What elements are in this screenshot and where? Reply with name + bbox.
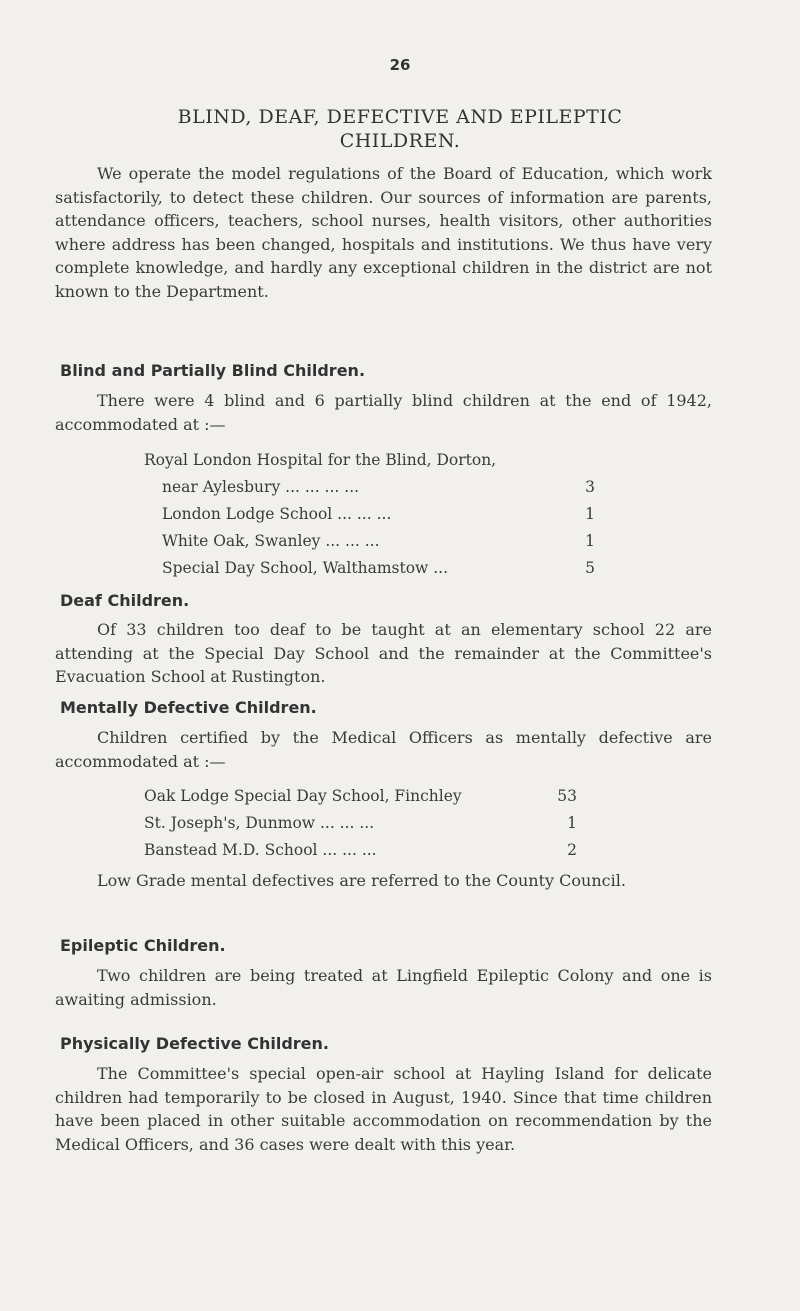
institution-count: 2 [567, 841, 577, 859]
institution-name: Oak Lodge Special Day School, Finchley [144, 787, 462, 805]
blind-heading: Blind and Partially Blind Children. [60, 361, 366, 380]
institution-count: 53 [557, 787, 577, 805]
institution-count: 3 [585, 478, 595, 496]
mental-note-paragraph [55, 869, 712, 893]
institution-count: 1 [585, 532, 595, 550]
deaf-text: Of 33 children too deaf to be taught at an elementary school 22 are attending at the Special Day School and the remainder at the Committee's Evacuation School at Rustington. [55, 620, 712, 686]
epileptic-text: Two children are being treated at Lingfield Epileptic Colony and one is awaiting admission. [55, 966, 712, 1009]
institution-name: Special Day School, Walthamstow ... [162, 559, 449, 577]
institution-name: Royal London Hospital for the Blind, Dorton, [144, 451, 497, 469]
epileptic-paragraph [55, 964, 712, 1011]
physical-heading: Physically Defective Children. [60, 1034, 329, 1053]
institution-name: London Lodge School ... ... ... [162, 505, 392, 523]
institution-name: St. Joseph's, Dunmow ... ... ... [144, 814, 375, 832]
mental-heading: Mentally Defective Children. [60, 698, 317, 717]
intro-paragraph [55, 162, 712, 303]
physical-text: The Committee's special open-air school at Hayling Island for delicate children had temporarily to be closed in August, 1940. Since that time children have been placed in other suitable accommodation on recommendation by the Medical Officers, and 36 cases were dealt with this year. [55, 1064, 712, 1154]
mental-text: Children certified by the Medical Officers as mentally defective are accommodated at :— [55, 728, 712, 771]
institution-name: Banstead M.D. School ... ... ... [144, 841, 377, 859]
deaf-paragraph [55, 618, 712, 689]
institution-name: White Oak, Swanley ... ... ... [162, 532, 380, 550]
institution-count: 5 [585, 559, 595, 577]
institution-count: 1 [567, 814, 577, 832]
mental-paragraph [55, 726, 712, 773]
deaf-heading: Deaf Children. [60, 591, 190, 610]
epileptic-heading: Epileptic Children. [60, 936, 226, 955]
blind-text: There were 4 blind and 6 partially blind children at the end of 1942, accommodated at :— [55, 391, 712, 434]
physical-paragraph [55, 1062, 712, 1156]
intro-text: We operate the model regulations of the Board of Education, which work satisfactorily, to detect these children. Our sources of information are parents, attendance officers, teachers, school nurses, health visitors, other authorities where address has been changed, hospitals and institutions. We thus have very complete knowledge, and hardly any exceptional children in the district are not known to the Department. [55, 164, 712, 301]
mental-note: Low Grade mental defectives are referred to the County Council. [97, 871, 626, 890]
title-line-2: CHILDREN. [339, 130, 461, 152]
blind-paragraph [55, 389, 712, 436]
title-line-1: BLIND, DEAF, DEFECTIVE AND EPILEPTIC [177, 106, 623, 128]
institution-count: 1 [585, 505, 595, 523]
page-title [60, 105, 740, 153]
institution-name: near Aylesbury ... ... ... ... [162, 478, 360, 496]
page-number: 26 [389, 56, 411, 74]
